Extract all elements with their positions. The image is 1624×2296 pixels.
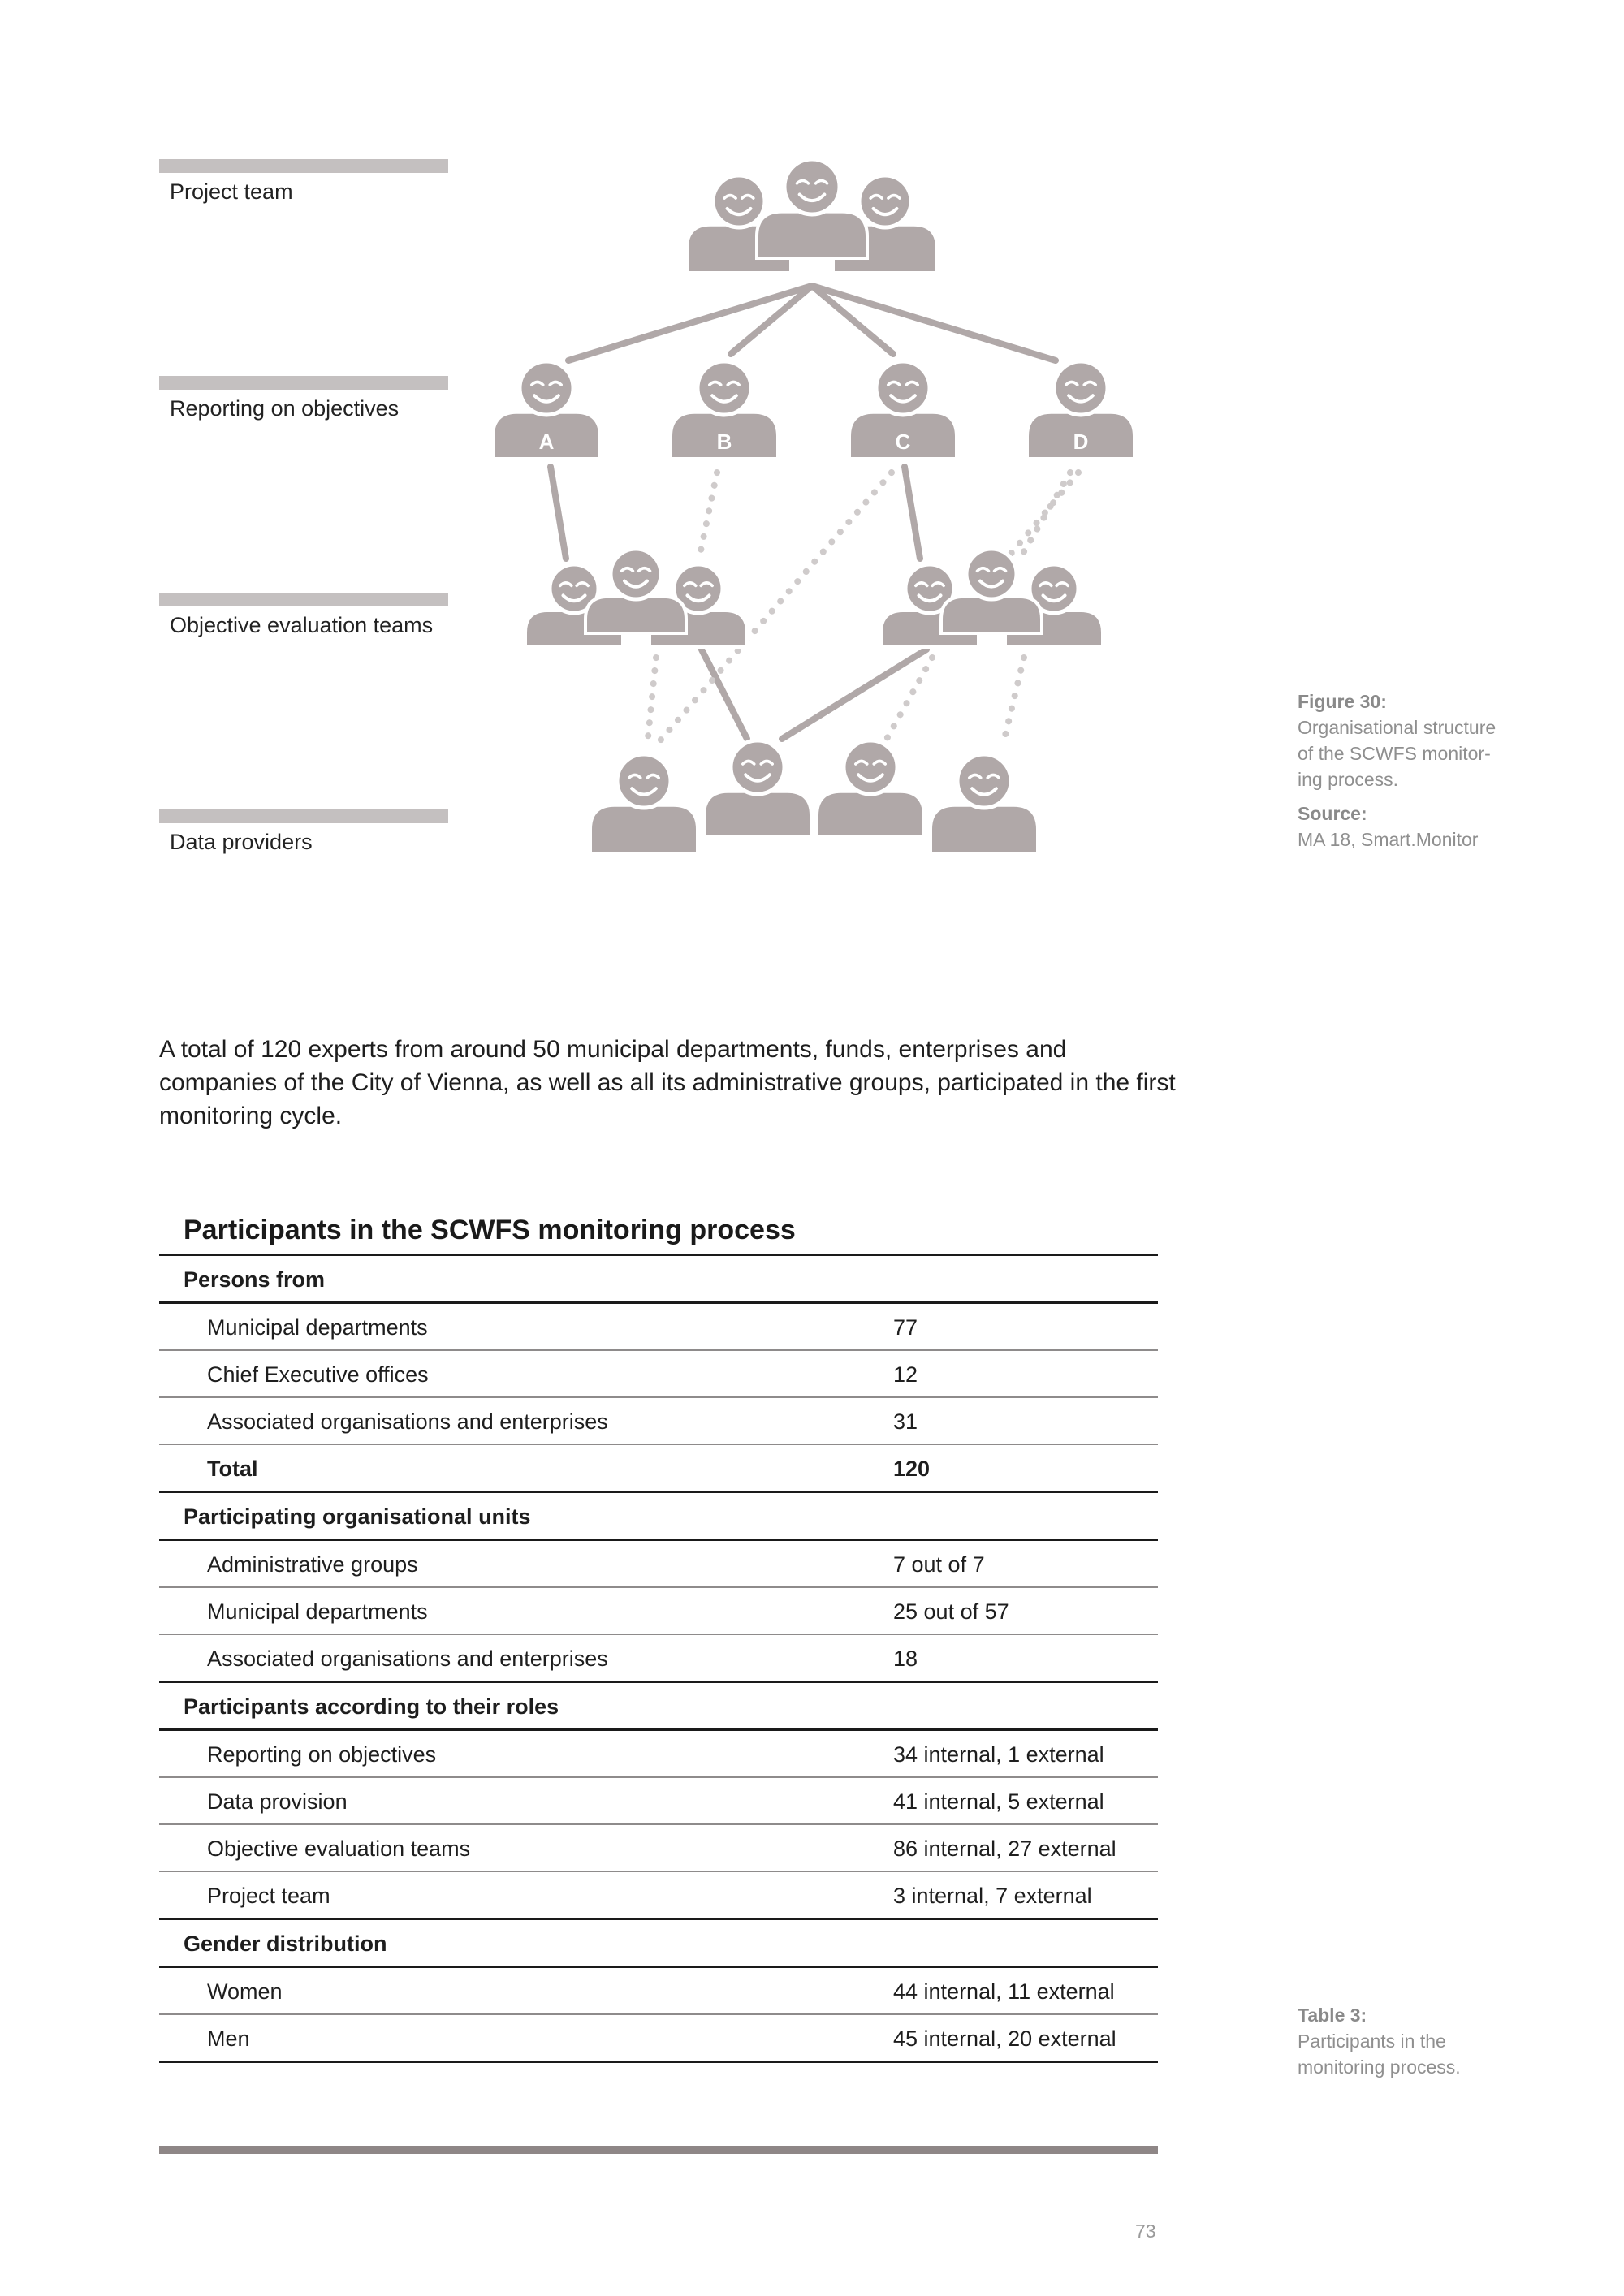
- row-label: Objective evaluation teams: [207, 1836, 471, 1861]
- table-row: [159, 1588, 1158, 1635]
- person-head: [966, 549, 1017, 599]
- row-label: Municipal departments: [207, 1599, 428, 1624]
- person-body: [585, 597, 686, 633]
- table-row: [159, 2015, 1158, 2063]
- person-icon: [704, 740, 811, 836]
- dotted-connector: [699, 473, 717, 559]
- row-value: 45 internal, 20 external: [893, 2026, 1116, 2051]
- person-body: [941, 597, 1042, 633]
- section-heading-label: Gender distribution: [184, 1931, 387, 1956]
- person-icon: [817, 740, 924, 836]
- person-head: [611, 549, 661, 599]
- row-label: Total: [207, 1457, 258, 1481]
- layer-label-data-providers: [159, 809, 448, 855]
- person-head: [784, 159, 840, 214]
- intro-paragraph: A total of 120 experts from around 50 municipal departments, funds, enterprises and companies of the City of Vienna, as well as all its administrative groups, participated in the first monitoring cycle.: [159, 1036, 1176, 1129]
- table-section-heading: [159, 1683, 1158, 1731]
- table-row: [159, 1304, 1158, 1351]
- table-row: [159, 1825, 1158, 1872]
- person-icon: [941, 549, 1042, 633]
- person-head: [731, 740, 784, 794]
- dotted-connector: [1020, 473, 1070, 559]
- row-label: Reporting on objectives: [207, 1742, 437, 1767]
- row-value: 31: [893, 1409, 918, 1434]
- solid-connector: [812, 286, 1056, 360]
- person-icon: [590, 754, 698, 854]
- person-head: [957, 754, 1011, 808]
- figure-caption-line: of the SCWFS monitor-: [1298, 743, 1491, 764]
- person-icon: [931, 754, 1038, 854]
- solid-connector: [905, 467, 920, 559]
- table-caption: [1298, 2002, 1541, 2080]
- layer-text: Project team: [170, 179, 293, 204]
- row-label: Associated organisations and enterprises: [207, 1409, 608, 1434]
- person-head: [698, 361, 751, 415]
- table-row: [159, 1541, 1158, 1588]
- figure-caption-line: ing process.: [1298, 769, 1399, 790]
- solid-connector: [551, 467, 566, 559]
- section-heading-label: Participants according to their roles: [184, 1694, 559, 1719]
- org-structure-diagram: [455, 122, 1186, 869]
- person-body: [817, 792, 924, 836]
- person-head: [844, 740, 897, 794]
- layer-bar: [159, 376, 448, 390]
- table-caption-label: Table 3:: [1298, 2005, 1367, 2026]
- layer-text: Reporting on objectives: [170, 396, 400, 421]
- objective-marker-label: C: [895, 429, 911, 454]
- layer-label-evaluation-teams: [159, 593, 448, 638]
- row-value: 34 internal, 1 external: [893, 1742, 1104, 1767]
- footer-rule: [159, 2146, 1158, 2154]
- person-body: [757, 212, 867, 258]
- section-heading-label: Participating organisational units: [184, 1504, 531, 1529]
- layer-bar: [159, 159, 448, 173]
- figure-caption: [1298, 688, 1541, 852]
- row-value: 120: [893, 1457, 931, 1481]
- row-value: 18: [893, 1646, 918, 1671]
- figure-caption-line: Organisational structure: [1298, 717, 1497, 738]
- row-value: 44 internal, 11 external: [893, 1979, 1115, 2004]
- layer-label-reporting: [159, 376, 448, 421]
- person-body: [590, 805, 698, 854]
- layer-text: Objective evaluation teams: [170, 613, 434, 637]
- layer-bar: [159, 809, 448, 823]
- row-label: Project team: [207, 1884, 330, 1908]
- row-label: Municipal departments: [207, 1315, 428, 1340]
- layer-label-project-team: [159, 159, 448, 205]
- layer-text: Data providers: [170, 830, 313, 854]
- row-label: Women: [207, 1979, 283, 2004]
- dotted-connector: [1003, 658, 1024, 745]
- objective-marker-label: A: [538, 429, 555, 454]
- table-row: [159, 1445, 1158, 1493]
- table-section-heading: [159, 1920, 1158, 1968]
- table-row: [159, 1398, 1158, 1445]
- row-value: 86 internal, 27 external: [893, 1836, 1116, 1861]
- participants-table: [159, 1254, 1158, 2063]
- section-heading-label: Persons from: [184, 1267, 326, 1292]
- dotted-connector: [647, 658, 656, 745]
- table-section-heading: [159, 1493, 1158, 1541]
- person-body: [704, 792, 811, 836]
- table-title: Participants in the SCWFS monitoring process: [184, 1215, 796, 1245]
- layer-bar: [159, 593, 448, 606]
- objective-marker-label: D: [1073, 429, 1089, 454]
- figure-label: Figure 30:: [1298, 691, 1387, 712]
- row-label: Data provision: [207, 1789, 348, 1814]
- person-head: [520, 361, 573, 415]
- person-head: [859, 175, 911, 227]
- person-head: [1054, 361, 1108, 415]
- row-label: Associated organisations and enterprises: [207, 1646, 608, 1671]
- table-row: [159, 1872, 1158, 1920]
- person-body: [931, 805, 1038, 854]
- table-row: [159, 1778, 1158, 1825]
- person-head: [617, 754, 671, 808]
- row-label: Chief Executive offices: [207, 1362, 429, 1387]
- source-text: MA 18, Smart.Monitor: [1298, 829, 1479, 850]
- solid-connector: [702, 650, 747, 739]
- source-label: Source:: [1298, 803, 1367, 824]
- table-row: [159, 1635, 1158, 1683]
- row-value: 41 internal, 5 external: [893, 1789, 1104, 1814]
- row-value: 25 out of 57: [893, 1599, 1009, 1624]
- person-head: [876, 361, 930, 415]
- page-number: 73: [1135, 2220, 1156, 2242]
- row-value: 77: [893, 1315, 918, 1340]
- solid-connector: [782, 650, 926, 739]
- table-row: [159, 1731, 1158, 1778]
- objective-marker-label: B: [716, 429, 732, 454]
- row-value: 3 internal, 7 external: [893, 1884, 1092, 1908]
- row-value: 12: [893, 1362, 918, 1387]
- row-label: Administrative groups: [207, 1552, 418, 1577]
- table-caption-line: Participants in the: [1298, 2031, 1446, 2052]
- person-icon: [757, 159, 867, 258]
- person-head: [713, 175, 765, 227]
- solid-connector: [568, 286, 812, 360]
- table-row: [159, 1968, 1158, 2015]
- row-label: Men: [207, 2026, 250, 2051]
- row-value: 7 out of 7: [893, 1552, 985, 1577]
- table-caption-line: monitoring process.: [1298, 2056, 1461, 2078]
- table-row: [159, 1351, 1158, 1398]
- person-icon: [585, 549, 686, 633]
- table-section-heading: [159, 1256, 1158, 1304]
